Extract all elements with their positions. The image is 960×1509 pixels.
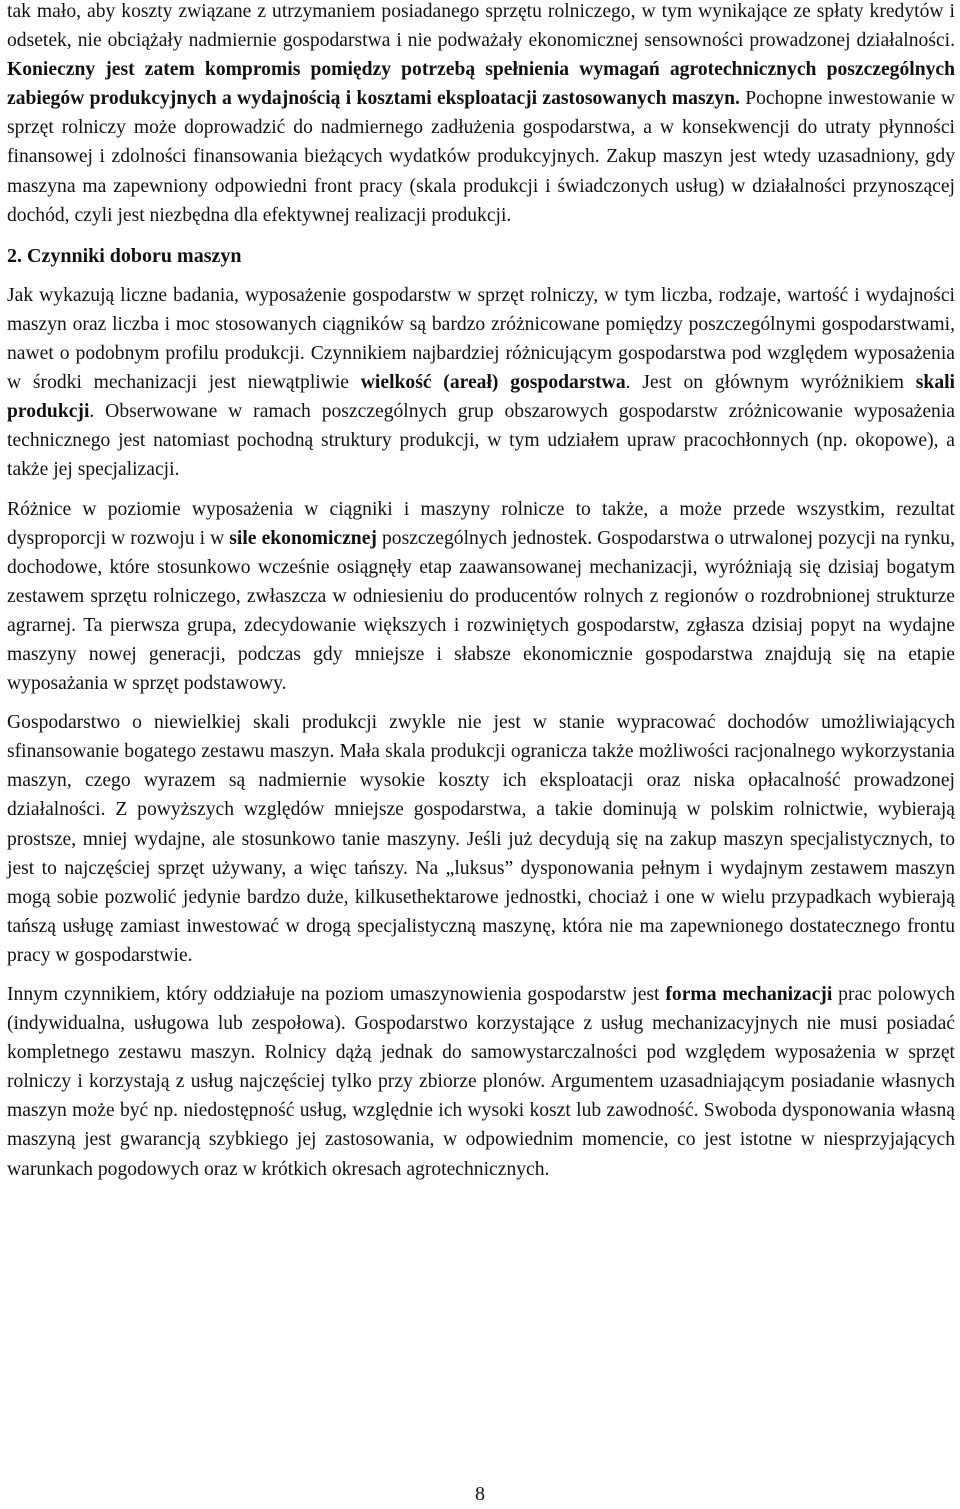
p3-text-a: Różnice w poziomie wyposażenia w ciągniki i maszyny rolnicze to także, a może przede wszystkim, rezultat dysproporcji w rozwoju i w (7, 498, 955, 549)
paragraph-2 (7, 281, 955, 485)
p1-bold-compromise: Konieczny jest zatem kompromis pomiędzy potrzebą spełnienia wymagań agrotechnicznych poszczególnych zabiegów produkcyjnych a wydajnością i kosztami eksploatacji zastosowanych maszyn. (7, 59, 955, 110)
p5-text-c: prac polowych (indywidualna, usługowa lub zespołowa). Gospodarstwo korzystające z usług mechanizacyjnych nie musi posiadać kompletnego zestawu maszyn. Rolnicy dążą jednak do samowystarczalności pod względem wyposażenia w sprzęt rolniczy i korzystają z usług najczęściej tylko przy zbiorze plonów. Argumentem uzasadniającym posiadanie własnych maszyn może być np. niedostępność usług, względnie ich wysoki koszt lub zawodność. Swoboda dysponowania własną maszyną jest gwarancją szybkiego jej zastosowania, w odpowiednim momencie, co jest istotne w niesprzyjających warunkach pogodowych oraz w krótkich okresach agrotechnicznych. (7, 984, 955, 1180)
paragraph-3 (7, 495, 955, 699)
paragraph-5 (7, 980, 955, 1184)
section-heading: 2. Czynniki doboru maszyn (7, 244, 242, 267)
p3-bold-economic-strength: sile ekonomicznej (229, 527, 377, 549)
paragraph-1 (7, 0, 955, 230)
p1-text-c: Pochopne inwestowanie w sprzęt rolniczy może doprowadzić do nadmiernego zadłużenia gospodarstwa, a w konsekwencji do utraty płynności finansowej i zdolności finansowania bieżących wydatków produkcyjnych. Zakup maszyn jest wtedy uzasadniony, gdy maszyna ma zapewniony odpowiedni front pracy (skala produkcji i świadczonych usług) w działalności przynoszącej dochód, czyli jest niezbędna dla efektywnej realizacji produkcji. (7, 88, 955, 226)
page-number: 8 (475, 1483, 485, 1505)
p2-text-a: Jak wykazują liczne badania, wyposażenie gospodarstw w sprzęt rolniczy, w tym liczba, rodzaje, wartość i wydajności maszyn oraz liczba i moc stosowanych ciągników są bardzo zróżnicowane pomiędzy poszczególnymi gospodarstwami, nawet o podobnym profilu produkcji. Czynnikiem najbardziej różnicującym gospodarstwa pod względem wyposażenia w środki mechanizacji jest niewątpliwie (7, 284, 955, 394)
p2-bold-production-scale: skali produkcji (7, 372, 956, 423)
p2-text-e: . Obserwowane w ramach poszczególnych grup obszarowych gospodarstw zróżnicowanie wyposażenia technicznego jest natomiast pochodną struktury produkcji, w tym udziałem upraw pracochłonnych (np. okopowe), a także jej specjalizacji. (7, 401, 955, 481)
p3-text-c: poszczególnych jednostek. Gospodarstwa o utrwalonej pozycji na rynku, dochodowe, które stosunkowo wcześnie osiągnęły etap zaawansowanej mechanizacji, wyróżniają się dzisiaj bogatym zestawem sprzętu rolniczego, zwłaszcza w odniesieniu do producentów rolnych z regionów o rozdrobnionej strukturze agrarnej. Ta pierwsza grupa, zdecydowanie większych i rozwiniętych gospodarstw, zgłasza dzisiaj popyt na wydajne maszyny nowej generacji, podczas gdy mniejsze i słabsze ekonomicznie gospodarstwa znajdują się na etapie wyposażania w sprzęt podstawowy. (7, 527, 955, 695)
p5-bold-mechanization-form: forma mechanizacji (665, 984, 833, 1005)
p2-bold-farm-size: wielkość (areał) gospodarstwa (360, 372, 626, 394)
p1-text-a: tak mało, aby koszty związane z utrzymaniem posiadanego sprzętu rolniczego, w tym wynikające ze spłaty kredytów i odsetek, nie obciążały nadmiernie gospodarstwa i nie podważały ekonomicznej sensowności prowadzonej działalności. (7, 1, 955, 52)
p2-text-c: . Jest on głównym wyróżnikiem (625, 372, 916, 394)
paragraph-4: Gospodarstwo o niewielkiej skali produkcji zwykle nie jest w stanie wypracować dochodów umożliwiających sfinansowanie bogatego zestawu maszyn. Mała skala produkcji ogranicza także możliwości racjonalnego wykorzystania maszyn, czego wyrazem są nadmiernie wysokie koszty ich eksploatacji oraz niska opłacalność prowadzonej działalności. Z powyższych względów mniejsze gospodarstwa, a takie dominują w polskim rolnictwie, wybierają prostsze, mniej wydajne, ale stosunkowo tanie maszyny. Jeśli już decydują się na zakup maszyn specjalistycznych, to jest to najczęściej sprzęt używany, a więc tańszy. Na „luksus” dysponowania pełnym i wydajnym zestawem maszyn mogą sobie pozwolić jedynie bardzo duże, kilkusethektarowe jednostki, chociaż i one w wielu przypadkach wybierają tańszą usługę zamiast inwestować w drogą specjalistyczną maszynę, która nie ma zapewnionego dostatecznego frontu pracy w gospodarstwie. (7, 712, 955, 966)
p5-text-a: Innym czynnikiem, który oddziałuje na poziom umaszynowienia gospodarstw jest (7, 984, 666, 1005)
document-page (7, 0, 955, 1184)
